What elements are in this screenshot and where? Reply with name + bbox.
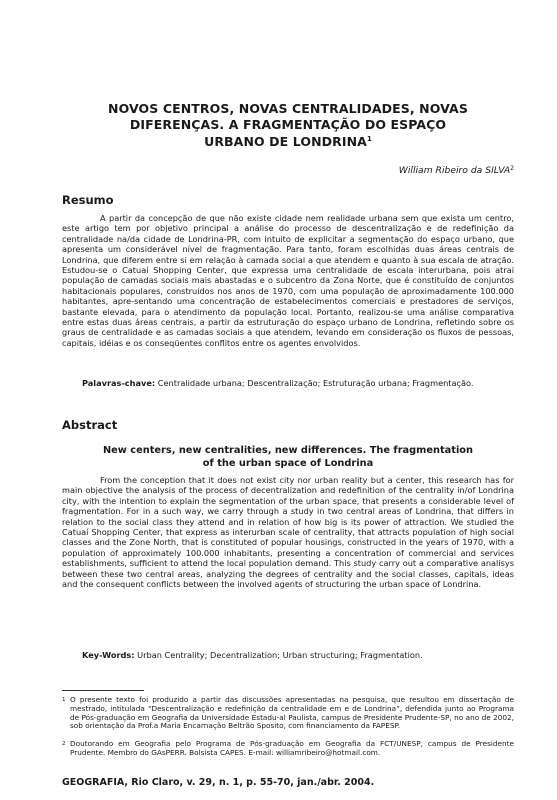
journal-citation-footer: GEOGRAFIA, Rio Claro, v. 29, n. 1, p. 55-70, jan./abr. 2004.: [62, 777, 375, 788]
resumo-keywords-label: Palavras-chave:: [82, 378, 156, 388]
abstract-subtitle-line-1: New centers, new centralities, new differences. The fragmentation: [102, 445, 474, 456]
abstract-subtitle-line-2: of the urban space of Londrina: [202, 457, 374, 469]
abstract-body: From the conception that it does not exist city nor urban reality but a center, this research has for main objective the analysis of the process of decentralization and redefinition of the centrality in/of Londrina city, with the intention to explain the segmentation of the urban space, that presents a considerable level of fragmentation. For in a such way, we carry through a study in two central areas of Londrina, that differs in relation to the social class they attend and in relation of how big is its power of attraction. We studied the Catuaí Shopping Center, that express as interurban scale of centrality, that attracts population of high social classes and the Zone North, that is constituted of popular housings, constructed in the years of 1970, with a population of approximately 100.000 inhabitants, presenting a concentration of commercial and services establishments, sufficient to attend the local population demand. This study carry out a comparative analisys between these two central areas, analyzing the degrees of centrality and the social classes, capitals, ideas and the consequent conflicts between the involved agents of structuring the urban space of Londrina.: [62, 475, 514, 590]
abstract-heading: Abstract: [62, 418, 118, 432]
abstract-keywords: [62, 650, 514, 660]
title-line-2: DIFERENÇAS. A FRAGMENTAÇÃO DO ESPAÇO: [129, 116, 447, 132]
abstract-keywords-text: Urban Centrality; Decentralization; Urban structuring; Fragmentation.: [137, 650, 423, 660]
footnote-2-text: Doutorando em Geografia pelo Programa de Pós-graduação em Geografia da FCT/UNESP, campus de Presidente Prudente. Membro do GAsPERR. Bolsista CAPES. E-mail: williamribeiro@hotmail.com.: [70, 739, 514, 757]
author-name: [399, 165, 514, 176]
footnote-divider: [62, 690, 144, 691]
resumo-body: A partir da concepção de que não existe cidade nem realidade urbana sem que exista um centro, este artigo tem por objetivo principal a análise do processo de descentralização e de redefinição da centralidade na/da cidade de Londrina-PR, com intuito de explicitar a segmentação do espaço urbano, que apresenta um considerável nível de fragmentação. Para tanto, foram escolhidas duas áreas centrais de Londrina, que diferem entre si em relação à camada social a que atendem e quanto à sua escala de atração. Estudou-se o Catuaí Shopping Center, que expressa uma centralidade de escala interurbana, pois atrai população de camadas sociais mais abastadas e o subcentro da Zona Norte, que é constituído de conjuntos habitacionais populares, construídos nos anos de 1970, com uma população de aproximadamente 100.000 habitantes, apre-sentando uma concentração de estabelecimentos comerciais e prestadores de serviços, bastante elevada, para o atendimento da população local. Portanto, realizou-se uma análise comparativa entre estas duas áreas centrais, a partir da estruturação do espaço urbano de Londrina, refletindo sobre os graus de centralidade e as camadas sociais a que atendem, levando em consideração os fluxos de pessoas, capitais, idéias e os conseqüentes conflitos entre os agentes envolvidos.: [62, 213, 514, 348]
author-name-text: William Ribeiro da SILVA: [398, 165, 511, 176]
footnote-1-mark: 1: [62, 697, 66, 703]
resumo-keywords: [62, 378, 514, 388]
title-footnote-mark: 1: [366, 135, 372, 143]
abstract-keywords-label: Key-Words:: [82, 650, 135, 660]
footnote-1: [62, 696, 514, 731]
title-line-3-text: URBANO DE LONDRINA: [204, 134, 367, 149]
resumo-keywords-text: Centralidade urbana; Descentralização; Estruturação urbana; Fragmentação.: [157, 378, 474, 388]
footnote-1-text: O presente texto foi produzido a partir das discussões apresentadas na pesquisa, que resultou em dissertação de mestrado, intitulada “Descentralização e redefinição da centralidade em e de Londrina”, defendida junto ao Programa de Pós-graduação em Geografia da Universidade Estadu-al Paulista, campus de Presidente Prudente-SP, no ano de 2002, sob orientação da Prof.a Maria Encarnação Beltrão Sposito, com financiamento da FAPESP.: [70, 695, 514, 731]
title-line-3: [62, 132, 514, 150]
footnote-2: [62, 740, 514, 758]
title-line-1: NOVOS CENTROS, NOVAS CENTRALIDADES, NOVAS: [108, 101, 468, 116]
footnote-2-mark: 2: [62, 741, 66, 747]
resumo-heading: Resumo: [62, 193, 114, 207]
article-title: [62, 101, 514, 150]
abstract-subtitle: [62, 445, 514, 470]
author-footnote-mark: 2: [510, 165, 514, 172]
